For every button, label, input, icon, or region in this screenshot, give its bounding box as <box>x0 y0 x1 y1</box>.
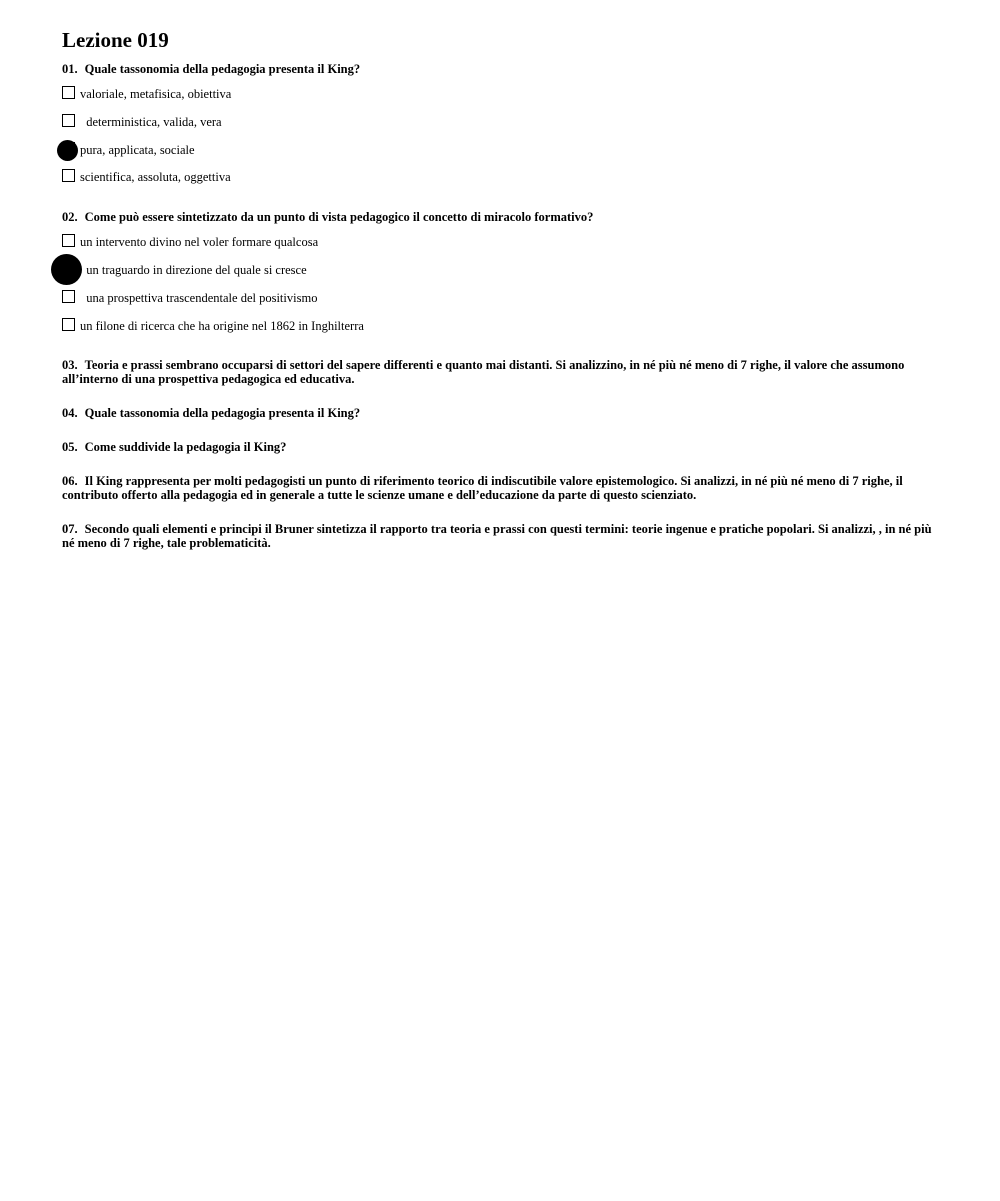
question-text: 02. Come può essere sintetizzato da un punto di vista pedagogico il concetto di miracolo formativo? <box>62 210 594 225</box>
checkbox[interactable] <box>62 169 75 182</box>
answer-option[interactable]: una prospettiva trascendentale del positivismo <box>62 289 932 307</box>
checkbox[interactable] <box>62 86 75 99</box>
selected-answer-dot-icon <box>57 140 78 161</box>
checkbox[interactable] <box>62 234 75 247</box>
checkbox[interactable] <box>62 318 75 331</box>
question-05 <box>62 440 932 454</box>
question-text: 07. Secondo quali elementi e principi il Bruner sintetizza il rapporto tra teoria e prassi con questi termini: teorie ingenue e pratiche popolari. Si analizzi, , in né più né meno di 7 righe, tale problematicità. <box>62 522 932 551</box>
question-02 <box>62 210 932 334</box>
question-text: 06. Il King rappresenta per molti pedagogisti un punto di riferimento teorico di indiscutibile valore epistemologico. Si analizzi, in né più né meno di 7 righe, il contributo offerto alla pedagogia ed in generale a tutte le scienze umane e dell’educazione da parte di questo scienziato. <box>62 474 903 503</box>
question-06 <box>62 474 932 502</box>
answer-option-selected[interactable]: pura, applicata, sociale <box>62 141 932 159</box>
document-page <box>62 27 932 570</box>
question-07 <box>62 522 932 550</box>
question-01 <box>62 62 932 186</box>
answer-option[interactable]: valoriale, metafisica, obiettiva <box>62 85 932 103</box>
question-03 <box>62 358 932 386</box>
lesson-title: Lezione 019 <box>62 28 169 52</box>
answer-option[interactable]: scientifica, assoluta, oggettiva <box>62 168 932 186</box>
answer-option[interactable]: deterministica, valida, vera <box>62 113 932 131</box>
answer-option[interactable]: un filone di ricerca che ha origine nel 1862 in Inghilterra <box>62 317 932 335</box>
question-text: 01. Quale tassonomia della pedagogia presenta il King? <box>62 62 361 76</box>
answer-options <box>62 85 932 186</box>
checkbox[interactable] <box>62 114 75 127</box>
checkbox[interactable] <box>62 290 75 303</box>
answer-option-selected[interactable]: un traguardo in direzione del quale si cresce <box>62 261 932 279</box>
question-04 <box>62 406 932 420</box>
selected-answer-dot-icon <box>51 254 82 285</box>
question-text: 03. Teoria e prassi sembrano occuparsi di settori del sapere differenti e quanto mai distanti. Si analizzino, in né più né meno di 7 righe, il valore che assumono all’interno di una prospettiva pedagogica ed educativa. <box>62 358 905 387</box>
answer-option[interactable]: un intervento divino nel voler formare qualcosa <box>62 233 932 251</box>
question-text: 05. Come suddivide la pedagogia il King? <box>62 440 287 455</box>
question-text: 04. Quale tassonomia della pedagogia presenta il King? <box>62 406 361 421</box>
answer-options <box>62 233 932 334</box>
